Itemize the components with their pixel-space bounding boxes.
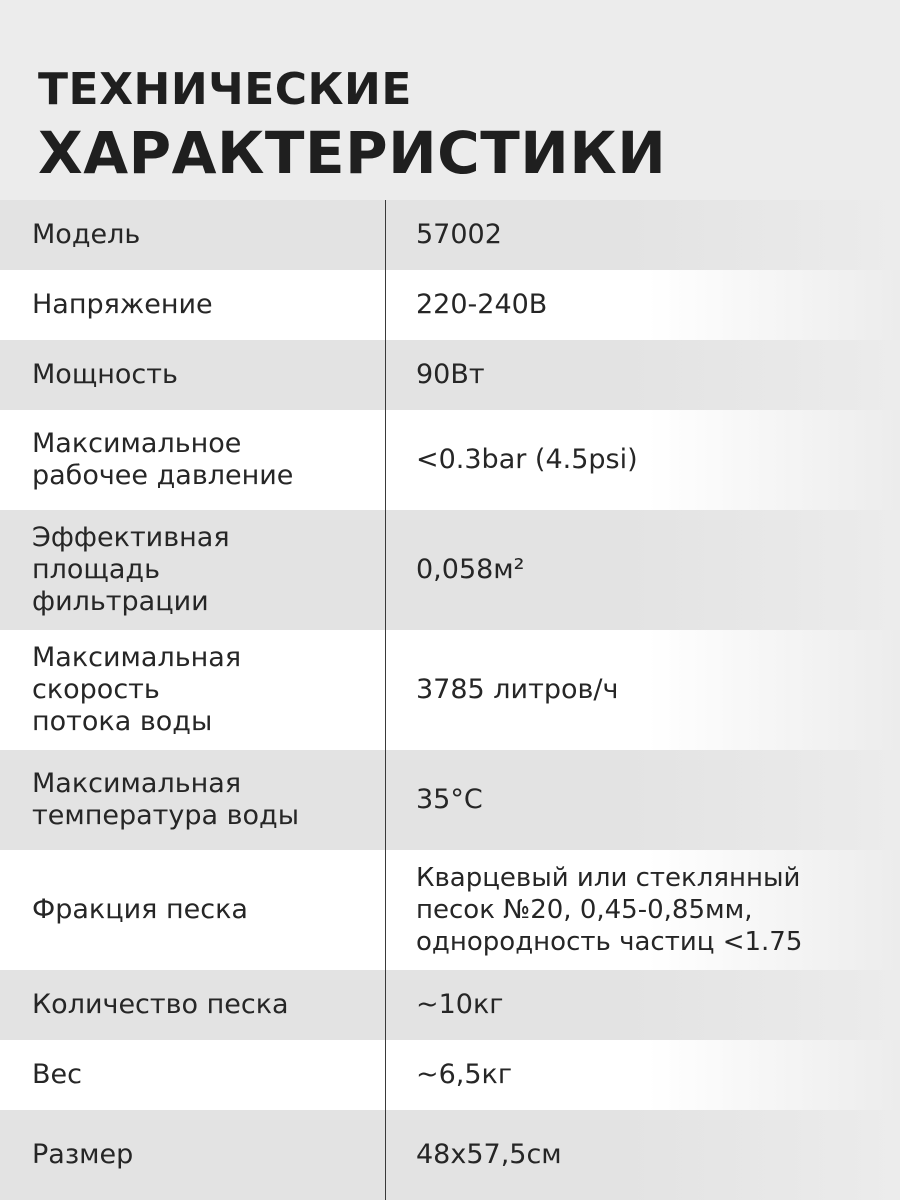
spec-label: Напряжение [32, 289, 213, 320]
spec-row-filtration-area [0, 510, 900, 630]
spec-value: 3785 литров/ч [416, 674, 619, 705]
title-line-2: ХАРАКТЕРИСТИКИ [38, 119, 667, 187]
spec-value: ~10кг [416, 989, 504, 1020]
column-divider [385, 200, 386, 1200]
spec-label: Максимальная скорость потока воды [32, 642, 242, 737]
spec-row-max-pressure [0, 410, 900, 510]
spec-row-power [0, 340, 900, 410]
spec-label: Максимальная температура воды [32, 768, 300, 831]
spec-label: Модель [32, 219, 141, 250]
spec-label: Размер [32, 1139, 134, 1170]
spec-label: Количество песка [32, 989, 289, 1020]
spec-value: 90Вт [416, 359, 485, 390]
spec-value: 48x57,5см [416, 1139, 562, 1170]
spec-row-weight [0, 1040, 900, 1110]
spec-row-model [0, 200, 900, 270]
spec-label: Максимальное рабочее давление [32, 428, 294, 491]
spec-value: Кварцевый или стеклянный песок №20, 0,45-0,85мм, однородность частиц <1.75 [416, 863, 803, 957]
spec-value: 0,058м² [416, 554, 525, 585]
page-title [38, 60, 666, 186]
spec-row-voltage [0, 270, 900, 340]
spec-label: Фракция песка [32, 894, 248, 925]
spec-value: 57002 [416, 219, 502, 250]
spec-label: Мощность [32, 359, 178, 390]
spec-label: Эффективная площадь фильтрации [32, 522, 230, 617]
title-line-1: ТЕХНИЧЕСКИЕ [38, 64, 412, 115]
spec-value: 35°C [416, 784, 483, 815]
spec-row-size [0, 1110, 900, 1200]
spec-value: ~6,5кг [416, 1059, 513, 1090]
spec-table [0, 200, 900, 1200]
spec-label: Вес [32, 1059, 82, 1090]
spec-row-max-temperature [0, 750, 900, 850]
spec-value: <0.3bar (4.5psi) [416, 444, 638, 475]
spec-row-sand-amount [0, 970, 900, 1040]
spec-value: 220-240В [416, 289, 548, 320]
spec-row-flow-rate [0, 630, 900, 750]
spec-row-sand-fraction [0, 850, 900, 970]
